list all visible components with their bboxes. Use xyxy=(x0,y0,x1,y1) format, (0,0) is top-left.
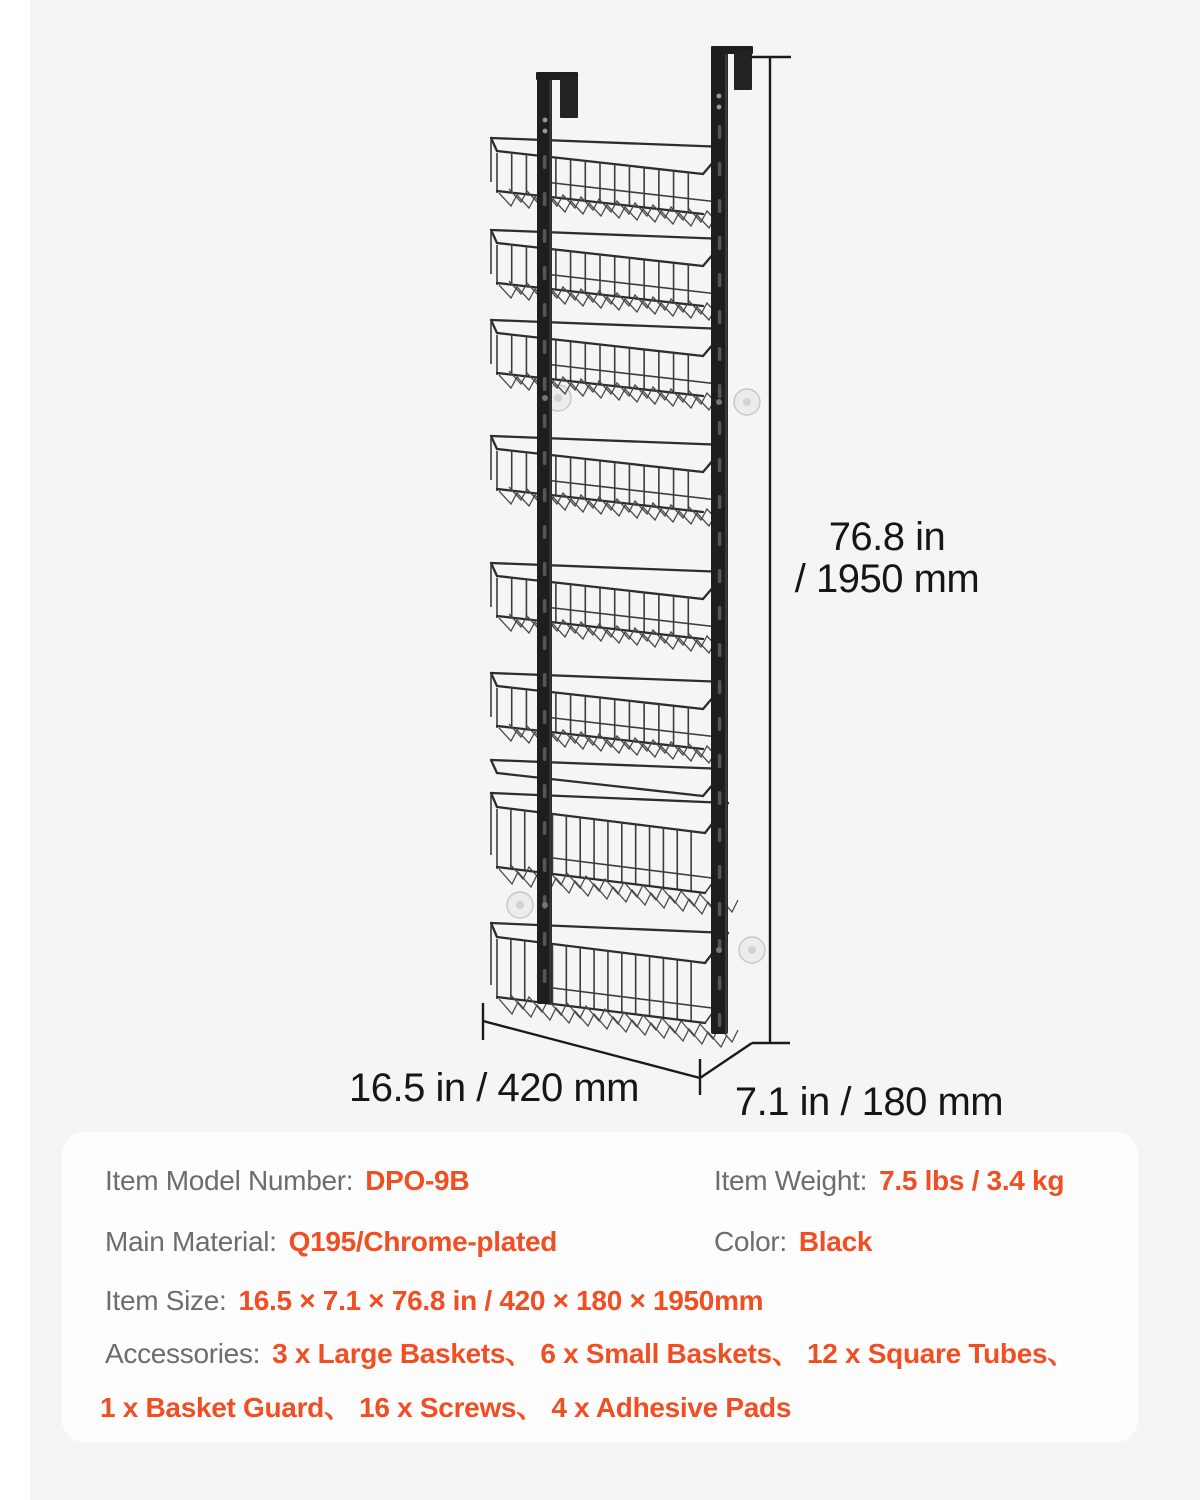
spec-label: Main Material: xyxy=(105,1226,277,1257)
spec-value: Q195/Chrome-plated xyxy=(288,1226,558,1257)
height-dimension-inches: 76.8 in xyxy=(828,515,946,559)
width-dimension-label: 16.5 in / 420 mm xyxy=(349,1066,639,1110)
spec-row xyxy=(105,1281,763,1321)
spec-row xyxy=(105,1161,1065,1201)
spec-cell-2 xyxy=(714,1161,1064,1201)
small-basket xyxy=(491,138,726,228)
spec-row xyxy=(105,1222,873,1262)
small-basket xyxy=(491,230,726,320)
height-dimension-mm: / 1950 mm xyxy=(794,557,980,601)
depth-dimension-label: 7.1 in / 180 mm xyxy=(734,1080,1004,1124)
basket-guard xyxy=(491,760,726,796)
spec-value: 3 x Large Baskets、 6 x Small Baskets、 12 x Square Tubes、 xyxy=(272,1338,1075,1369)
spec-label: Item Weight: xyxy=(714,1165,868,1196)
spec-row xyxy=(100,1388,791,1428)
small-basket xyxy=(491,673,726,763)
height-dimension-label xyxy=(742,516,1032,600)
small-basket xyxy=(491,563,726,653)
small-basket xyxy=(491,436,726,526)
spec-cell-2 xyxy=(714,1222,872,1262)
spec-value: 16.5 × 7.1 × 76.8 in / 420 × 180 × 1950mm xyxy=(238,1285,764,1316)
spec-label: Color: xyxy=(714,1226,787,1257)
spec-value: 7.5 lbs / 3.4 kg xyxy=(879,1165,1065,1196)
hanging-rails xyxy=(537,48,728,1034)
spec-label: Accessories: xyxy=(105,1338,261,1369)
spec-panel xyxy=(62,1132,1138,1442)
small-basket xyxy=(491,320,726,410)
spec-value: 1 x Basket Guard、 16 x Screws、 4 x Adhesive Pads xyxy=(100,1392,792,1423)
spec-value: Black xyxy=(798,1226,873,1257)
spec-value: DPO-9B xyxy=(365,1165,470,1196)
large-basket xyxy=(491,923,738,1047)
spec-label: Item Model Number: xyxy=(105,1165,354,1196)
spec-label: Item Size: xyxy=(105,1285,227,1316)
spec-row xyxy=(105,1334,1075,1374)
